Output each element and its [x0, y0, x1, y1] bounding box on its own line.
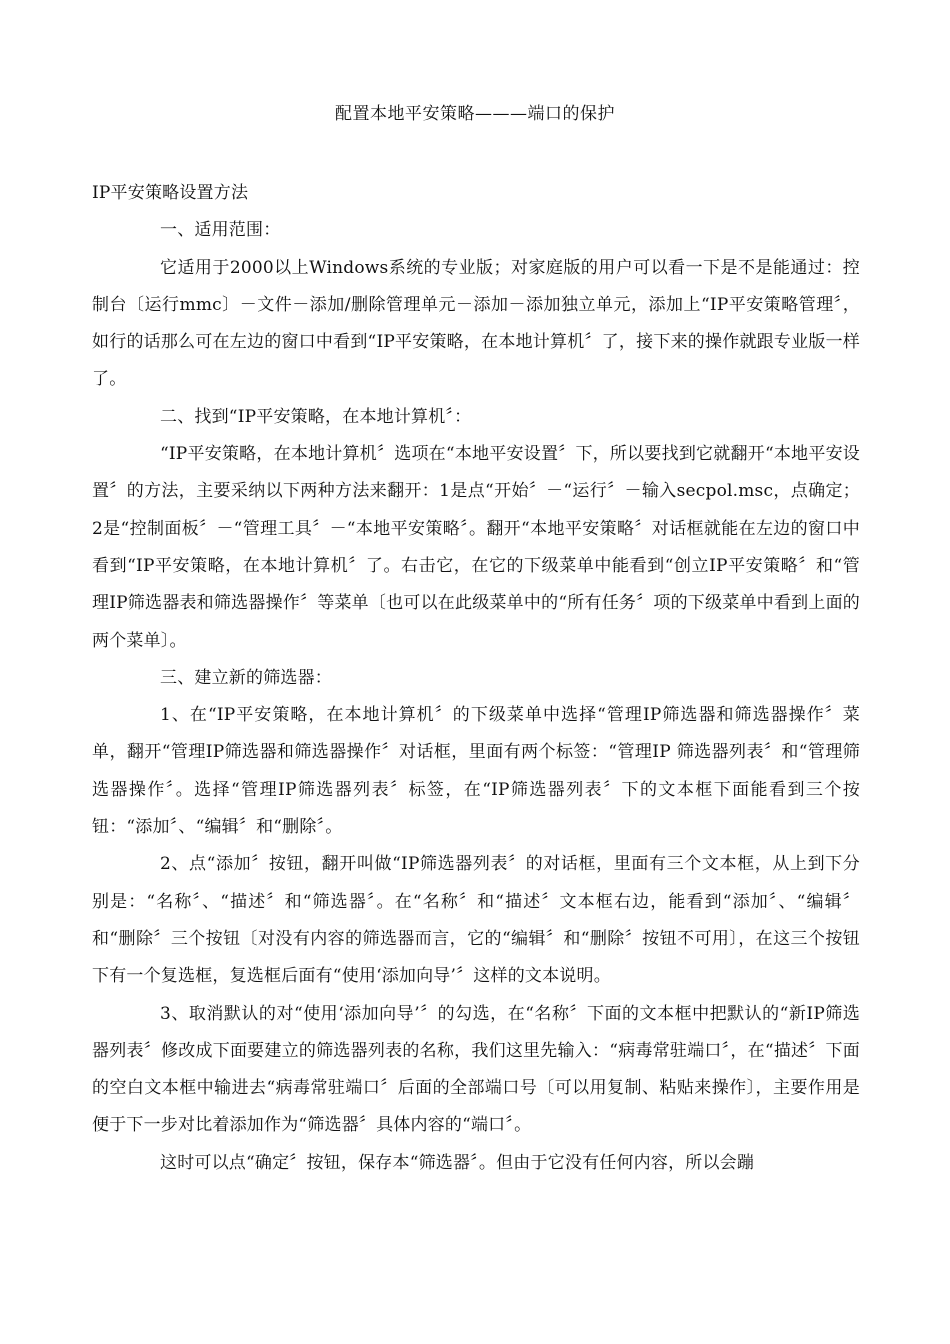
paragraph-confirm: 这时可以点“确定〞按钮，保存本“筛选器〞。但由于它没有任何内容，所以会蹦 [160, 1152, 755, 1173]
document-body [92, 175, 860, 1182]
paragraph-scope: 它适用于2000以上Windows系统的专业版；对家庭版的用户可以看一下是不是能通过：控制台〔运行mmc〕－文件－添加/删除管理单元－添加－添加独立单元，添加上“IP平安策略管理〞，如行的话那么可在左边的窗口中看到“IP平安策略，在本地计算机〞了，接下来的操作就跟专业版一样了。 [92, 257, 860, 390]
document-title: 配置本地平安策略———端口的保护 [335, 104, 615, 124]
section-heading: IP平安策略设置方法 [92, 183, 249, 203]
paragraph-step-1: 1、在“IP平安策略，在本地计算机〞的下级菜单中选择“管理IP筛选器和筛选器操作〞菜单，翻开“管理IP筛选器和筛选器操作〞对话框，里面有两个标签：“管理IP 筛选器列表〞和“管理筛选器操作〞。选择“管理IP筛选器列表〞标签，在“IP筛选器列表〞下的文本框下面能看到三个按钮：“添加〞、“编辑〞和“删除〞。 [92, 705, 860, 838]
paragraph-find-policy: “IP平安策略，在本地计算机〞选项在“本地平安设置〞下，所以要找到它就翻开“本地平安设置〞的方法，主要采纳以下两种方法来翻开：1是点“开始〞－“运行〞－输入secpol.msc，点确定；2是“控制面板〞－“管理工具〞－“本地平安策略〞。翻开“本地平安策略〞对话框就能在左边的窗口中看到“IP平安策略，在本地计算机〞了。右击它，在它的下级菜单中能看到“创立IP平安策略〞和“管理IP筛选器表和筛选器操作〞等菜单〔也可以在此级菜单中的“所有任务〞项的下级菜单中看到上面的两个菜单〕。 [92, 444, 860, 651]
heading-find-policy: 二、找到“IP平安策略，在本地计算机〞： [160, 406, 472, 427]
heading-scope: 一、适用范围： [160, 220, 281, 241]
paragraph-step-2: 2、点“添加〞按钮，翻开叫做“IP筛选器列表〞的对话框，里面有三个文本框，从上到下分别是：“名称〞、“描述〞和“筛选器〞。在“名称〞和“描述〞文本框右边，能看到“添加〞、“编辑〞和“删除〞三个按钮〔对没有内容的筛选器而言，它的“编辑〞和“删除〞按钮不可用〕，在这三个按钮下有一个复选框，复选框后面有“使用‘添加向导’〞这样的文本说明。 [92, 854, 860, 987]
heading-new-filter: 三、建立新的筛选器： [160, 667, 332, 688]
paragraph-step-3: 3、取消默认的对“使用‘添加向导’〞的勾选，在“名称〞下面的文本框中把默认的“新IP筛选器列表〞修改成下面要建立的筛选器列表的名称，我们这里先输入：“病毒常驻端口〞，在“描述〞下面的空白文本框中输进去“病毒常驻端口〞后面的全部端口号〔可以用复制、粘贴来操作〕，主要作用是便于下一步对比着添加作为“筛选器〞具体内容的“端口〞。 [92, 1003, 860, 1136]
